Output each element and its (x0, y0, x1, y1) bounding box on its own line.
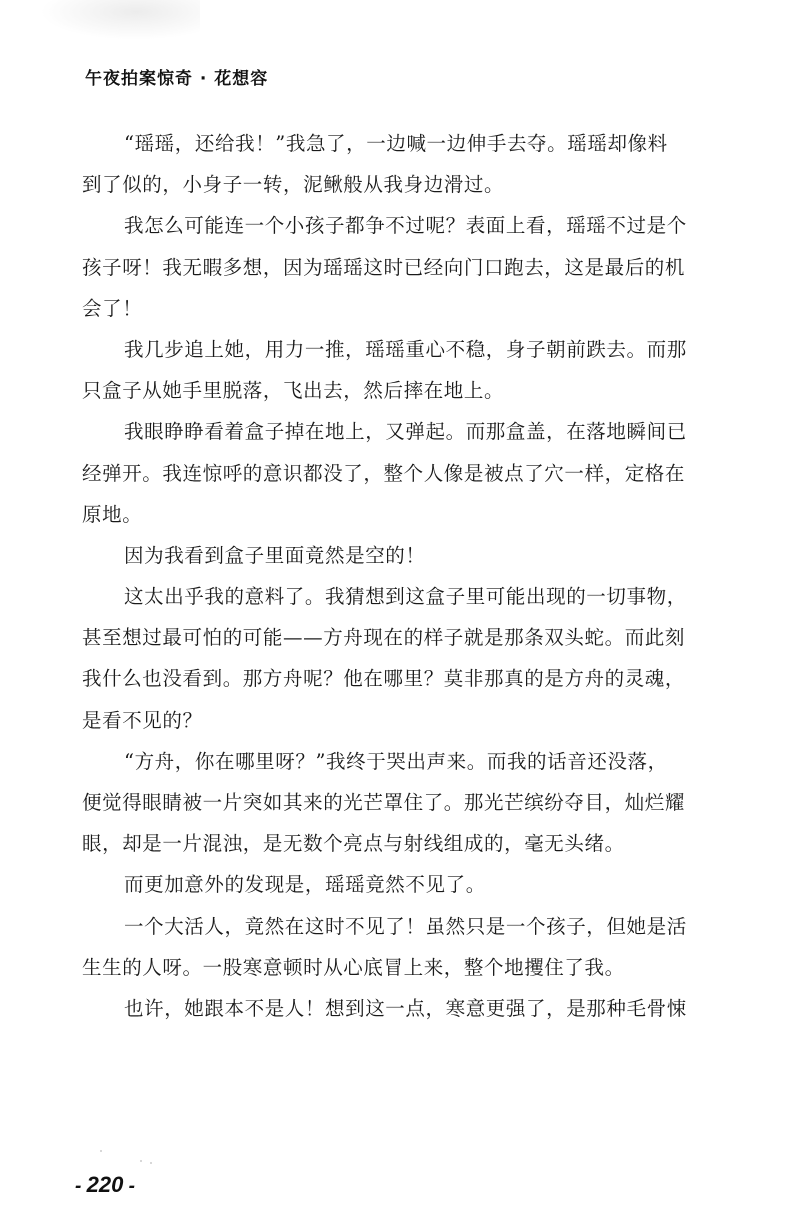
text-line: 我怎么可能连一个小孩子都争不过呢？表面上看，瑶瑶不过是个 (124, 214, 687, 238)
page-number (75, 1172, 135, 1198)
text-line: 我什么也没看到。那方舟呢？他在哪里？莫非那真的是方舟的灵魂， (82, 667, 686, 691)
text-line: “瑶瑶，还给我！”我急了，一边喊一边伸手去夺。瑶瑶却像料 (124, 132, 668, 155)
text-line: 我几步追上她，用力一推，瑶瑶重心不稳，身子朝前跌去。而那 (124, 337, 687, 361)
text-line: 只盒子从她手里脱落，飞出去，然后摔在地上。 (82, 379, 505, 403)
text-line: 一个大活人，竟然在这时不见了！虽然只是一个孩子，但她是活 (124, 914, 687, 938)
scan-speck (150, 1162, 152, 1164)
text-line: 也许，她跟本不是人！想到这一点，寒意更强了，是那种毛骨悚 (124, 996, 687, 1020)
page-number-value: 220 (86, 1172, 124, 1197)
text-line: 生生的人呀。一股寒意顿时从心底冒上来，整个地攫住了我。 (82, 955, 625, 979)
body-text (82, 128, 702, 1034)
text-line: 会了！ (82, 296, 143, 320)
text-line: 经弹开。我连惊呼的意识都没了，整个人像是被点了穴一样，定格在 (82, 461, 686, 485)
text-line: 我眼睁睁看着盒子掉在地上，又弹起。而那盒盖，在落地瞬间已 (124, 420, 687, 444)
scan-speck (100, 1150, 102, 1152)
text-line: 因为我看到盒子里面竟然是空的！ (124, 543, 426, 567)
text-line: 到了似的，小身子一转，泥鳅般从我身边滑过。 (82, 173, 505, 197)
text-line: 这太出乎我的意料了。我猜想到这盒子里可能出现的一切事物， (124, 585, 687, 609)
scan-smudge (40, 0, 200, 40)
text-line: 甚至想过最可怕的可能——方舟现在的样子就是那条双头蛇。而此刻 (82, 626, 686, 650)
text-line: 是看不见的？ (82, 708, 203, 732)
text-line: 而更加意外的发现是，瑶瑶竟然不见了。 (124, 873, 486, 897)
running-header: 午夜拍案惊奇 · 花想容 (85, 69, 269, 89)
text-line: 眼，却是一片混浊，是无数个亮点与射线组成的，毫无头绪。 (82, 832, 625, 856)
page-number-dash-left: - (75, 1176, 87, 1197)
text-line: 孩子呀！我无暇多想，因为瑶瑶这时已经向门口跑去，这是最后的机 (82, 255, 686, 279)
page-number-dash-right: - (123, 1176, 135, 1197)
scan-speck (140, 1160, 142, 1162)
text-line: “方舟，你在哪里呀？”我终于哭出声来。而我的话音还没落， (124, 749, 668, 773)
text-line: 原地。 (82, 502, 143, 526)
text-line: 便觉得眼睛被一片突如其来的光芒罩住了。那光芒缤纷夺目，灿烂耀 (82, 791, 686, 814)
